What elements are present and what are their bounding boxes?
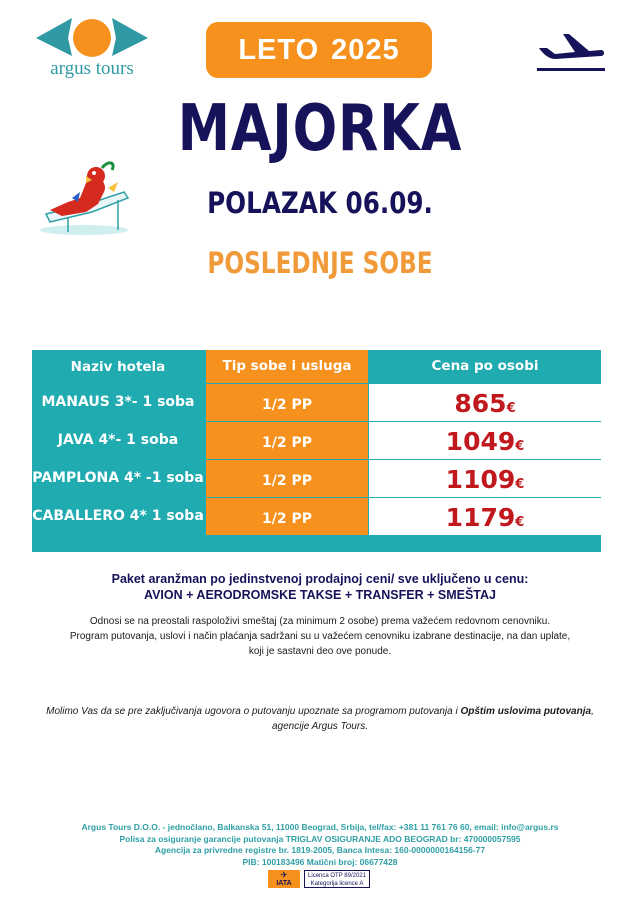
header-price: Cena po osobi bbox=[431, 358, 539, 374]
hotel-name: PAMPLONA 4* -1 soba bbox=[32, 470, 204, 486]
header-hotel-name: Naziv hotela bbox=[70, 359, 166, 375]
room-service: 1/2 PP bbox=[206, 498, 368, 535]
brand-name: argus tours bbox=[50, 58, 134, 79]
parrot-sunbed-mascot-icon bbox=[28, 158, 134, 236]
destination-title: MAJORKA bbox=[177, 92, 463, 166]
license-number: Licenca OTP 89/2021 bbox=[308, 873, 366, 879]
license-category: Kategorija licence A bbox=[310, 881, 364, 887]
iata-badge bbox=[268, 870, 300, 888]
currency-symbol: € bbox=[506, 401, 516, 416]
price-value: 1049 bbox=[445, 427, 516, 456]
disclaimer bbox=[30, 704, 610, 734]
season-badge bbox=[206, 22, 432, 78]
footer-tax-id: PIB: 100183496 Matični broj: 06677428 bbox=[242, 856, 398, 867]
license-badge bbox=[304, 870, 370, 888]
notes-line-1: Odnosi se na preostali raspoloživi smeštaj (za minimum 2 osobe) prema važećem redovnom cenovniku. bbox=[89, 616, 551, 627]
notes bbox=[20, 614, 620, 659]
iata-label: IATA bbox=[276, 880, 292, 887]
price-cell bbox=[369, 460, 601, 497]
price-cell bbox=[369, 384, 601, 421]
season-year: 2025 bbox=[331, 34, 400, 66]
currency-symbol: € bbox=[515, 515, 525, 530]
notes-line-2: Program putovanja, uslovi i način plaćanja sadržani su u važećem cenovniku izabrane destinacije, na dan uplate, bbox=[69, 631, 571, 642]
hotel-name: JAVA 4*- 1 soba bbox=[57, 432, 179, 448]
disclaimer-text: Molimo Vas da se pre zaključivanja ugovora o putovanju upoznate sa programom putovanja i bbox=[46, 706, 458, 717]
currency-symbol: € bbox=[515, 439, 525, 454]
price-cell bbox=[369, 422, 601, 459]
price-value: 865 bbox=[454, 389, 507, 418]
notes-line-3: koji je sastavni deo ove ponude. bbox=[248, 646, 392, 657]
price-table bbox=[32, 350, 601, 552]
footer bbox=[0, 822, 640, 868]
package-description bbox=[0, 571, 640, 603]
airplane-icon bbox=[535, 28, 607, 76]
price-cell bbox=[369, 498, 601, 535]
airplane-small-icon: ✈ bbox=[280, 870, 288, 880]
room-service: 1/2 PP bbox=[206, 460, 368, 497]
room-service: 1/2 PP bbox=[206, 422, 368, 459]
last-rooms-subtitle: POSLEDNJE SOBE bbox=[207, 246, 433, 280]
footer-registry: Agencija za privredne registre br. 1819-2005, Banca Intesa: 160-0000000164156-77 bbox=[154, 845, 486, 855]
disclaimer-agency: , agencije Argus Tours. bbox=[272, 706, 594, 732]
departure-date: POLAZAK 06.09. bbox=[207, 186, 433, 220]
footer-insurance: Polisa za osiguranje garancije putovanja TRIGLAV OSIGURANJE ADO BEOGRAD br: 470000057595 bbox=[119, 833, 521, 844]
price-value: 1179 bbox=[445, 503, 516, 532]
season-label: LETO bbox=[238, 34, 320, 66]
general-terms-text: Opštim uslovima putovanja bbox=[460, 706, 592, 717]
package-line-1: Paket aranžman po jedinstvenoj prodajnoj ceni/ sve uključeno u cenu: bbox=[111, 572, 529, 586]
hotel-name: MANAUS 3*- 1 soba bbox=[41, 394, 195, 410]
room-service: 1/2 PP bbox=[206, 384, 368, 421]
package-line-2: AVION + AERODROMSKE TAKSE + TRANSFER + SMEŠTAJ bbox=[143, 588, 496, 602]
price-value: 1109 bbox=[445, 465, 516, 494]
footer-address: Argus Tours D.O.O. - jednočlano, Balkanska 51, 11000 Beograd, Srbija, tel/fax: +381 11 761 76 60, email: info@argus.rs bbox=[81, 822, 559, 832]
header-room-type: Tip sobe i usluga bbox=[206, 350, 368, 383]
hotel-name: CABALLERO 4* 1 soba bbox=[32, 508, 204, 524]
currency-symbol: € bbox=[515, 477, 525, 492]
